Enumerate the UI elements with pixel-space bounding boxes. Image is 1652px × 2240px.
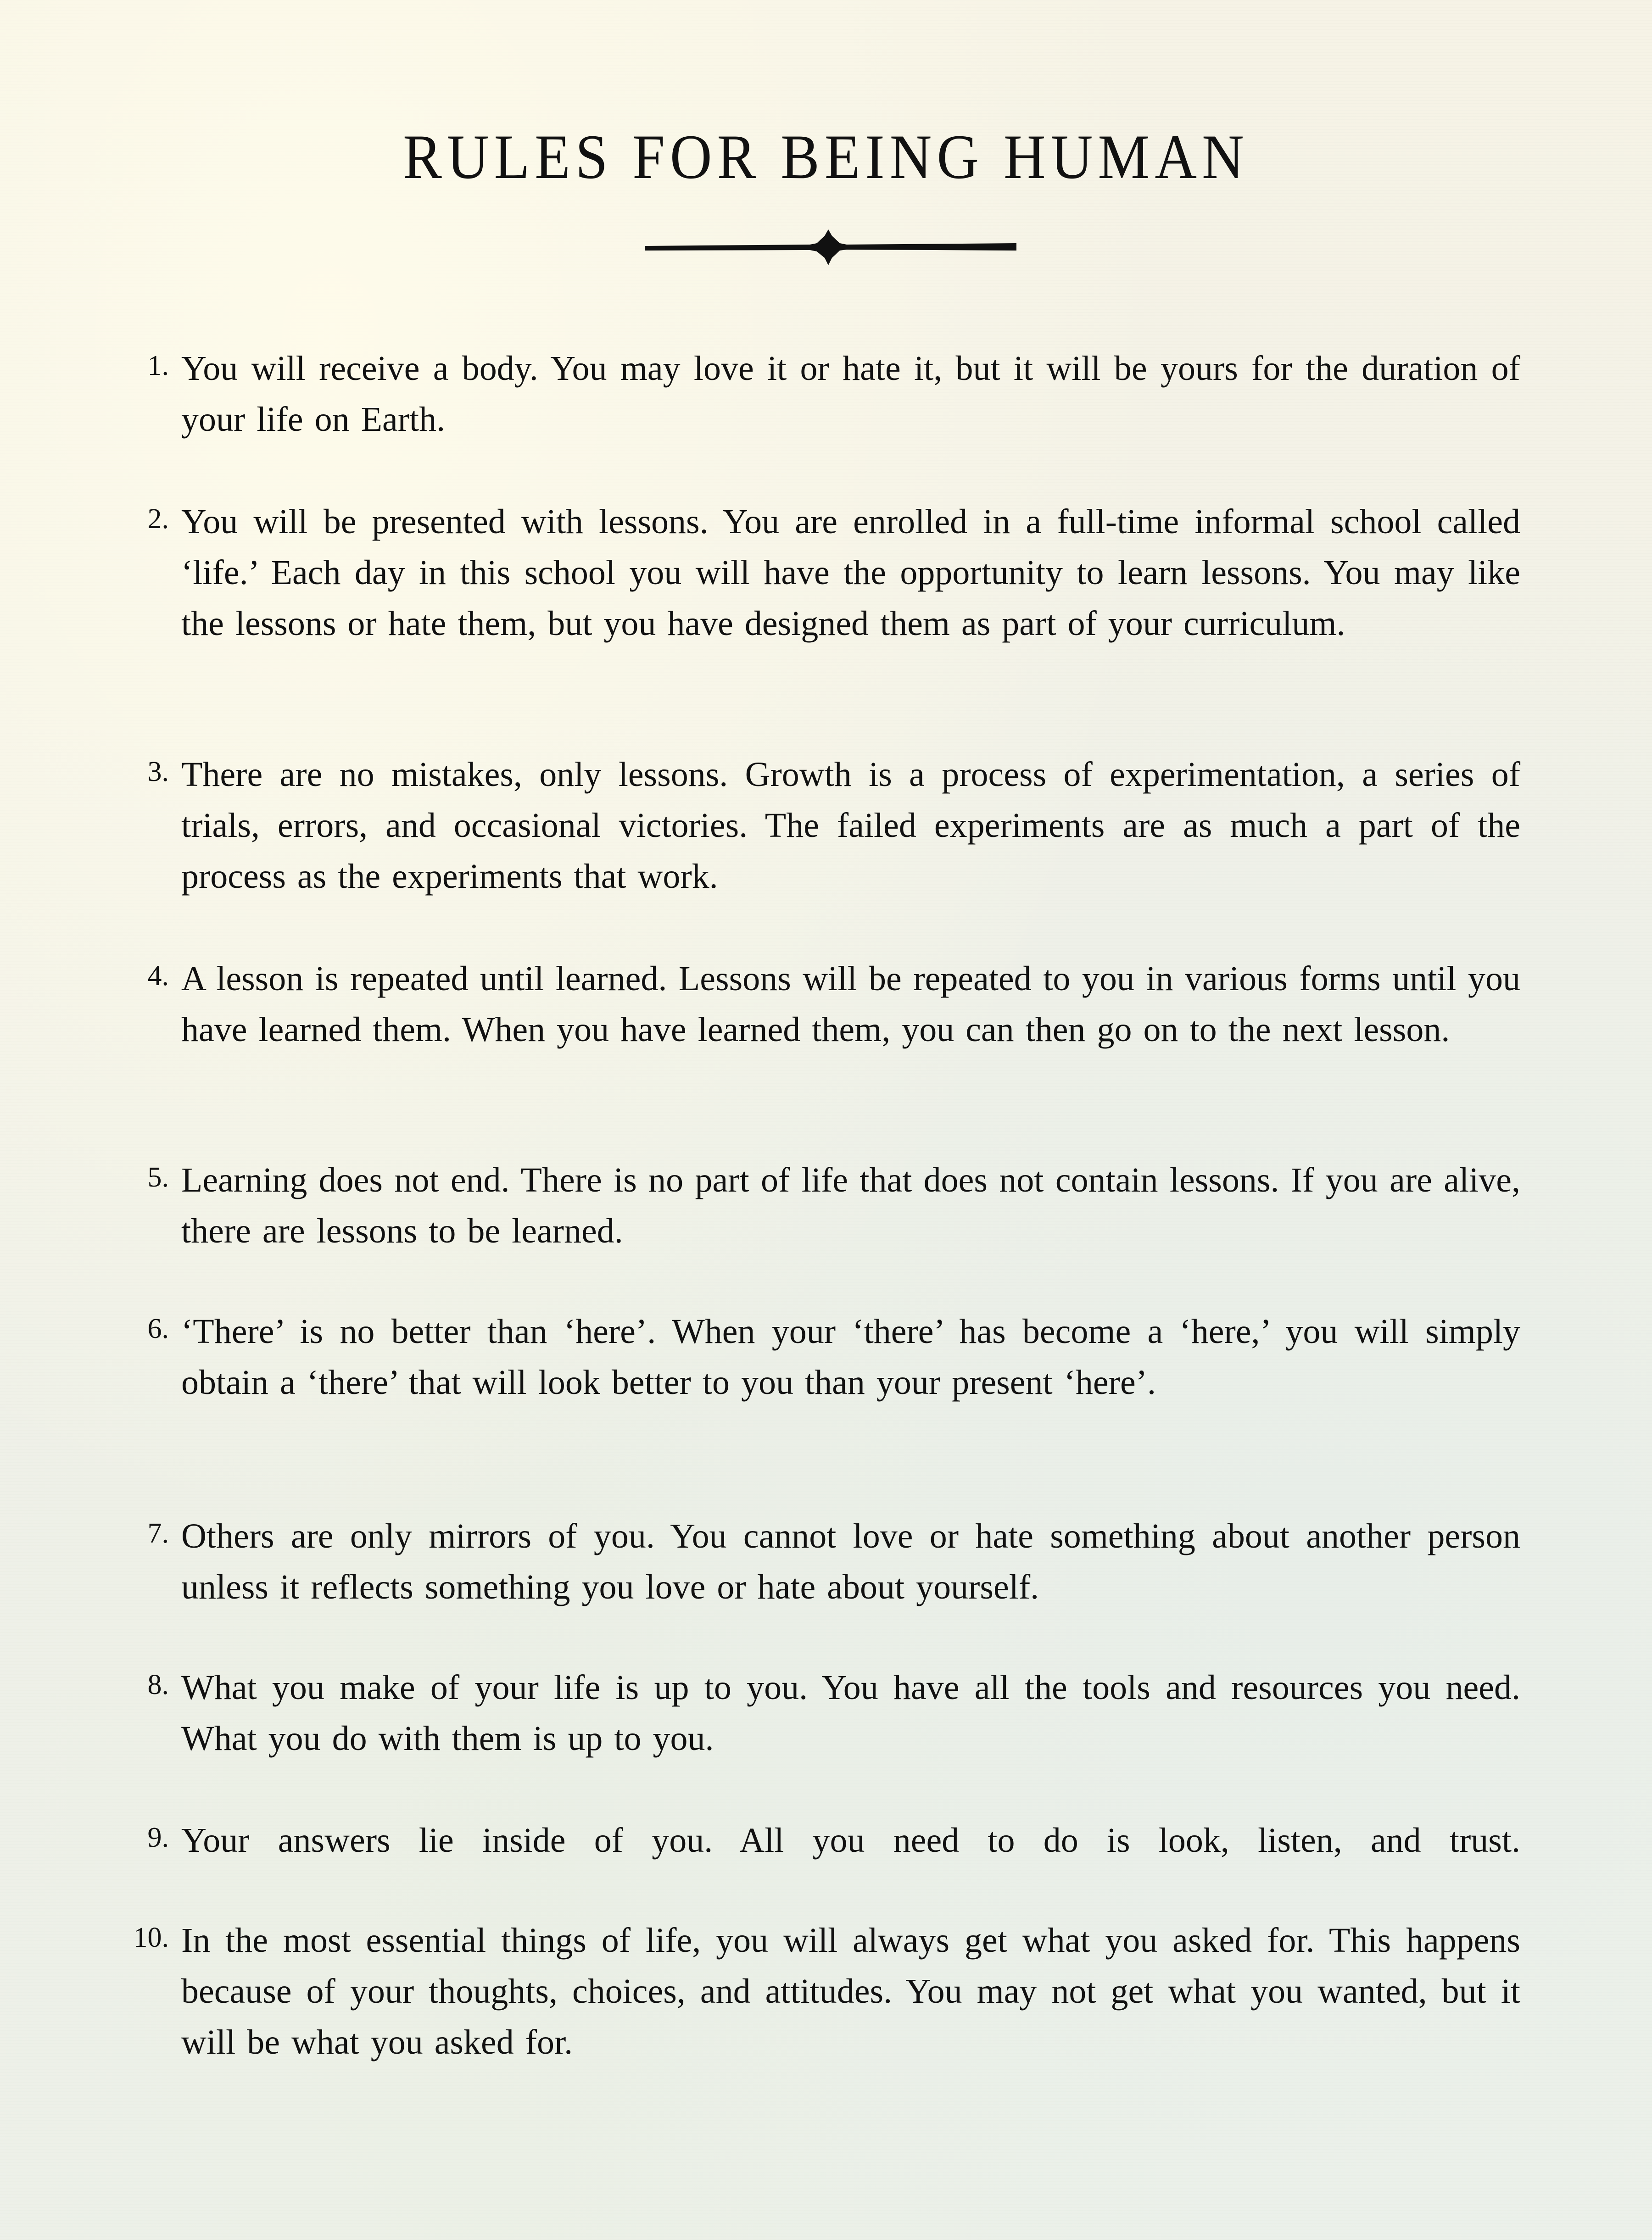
rule-text: A lesson is repeated until learned. Lessons will be repeated to you in various forms until you have learned them. When you have learned them, you can then go on to the next lesson. <box>181 959 1520 1049</box>
rule-text: Learning does not end. There is no part of life that does not contain lessons. If you are alive, there are lessons to be learned. <box>181 1161 1520 1250</box>
rule-text: What you make of your life is up to you. You have all the tools and resources you need. What you do with them is up to you. <box>181 1668 1520 1758</box>
rule-number: 4. <box>147 960 169 992</box>
page-title: RULES FOR BEING HUMAN <box>403 122 1249 192</box>
rule-text: ‘There’ is no better than ‘here’. When your ‘there’ has become a ‘here,’ you will simply obtain a ‘there’ that will look better to you than your present ‘here’. <box>181 1312 1520 1402</box>
rule-number: 1. <box>147 350 169 381</box>
rule-number: 7. <box>147 1518 169 1549</box>
rule-text: You will receive a body. You may love it or hate it, but it will be yours for the duration of your life on Earth. <box>181 349 1520 439</box>
rule-number: 2. <box>147 503 169 535</box>
rule-number: 6. <box>147 1313 169 1344</box>
rule-text: In the most essential things of life, you will always get what you asked for. This happens because of your thoughts, choices, and attitudes. You may not get what you wanted, but it will be what you asked for. <box>181 1921 1520 2062</box>
rule-text: There are no mistakes, only lessons. Growth is a process of experimentation, a series of trials, errors, and occasional victories. The failed experiments are as much a part of the process as the experiments that work. <box>181 755 1520 896</box>
rule-number: 8. <box>147 1669 169 1700</box>
rule-number: 5. <box>147 1162 169 1193</box>
rule-text: Your answers lie inside of you. All you need to do is look, listen, and trust. <box>181 1821 1520 1860</box>
rule-number: 3. <box>147 756 169 787</box>
rule-text: You will be presented with lessons. You are enrolled in a full-time informal school called ‘life.’ Each day in this school you will have the opportunity to learn lessons. You may like the lessons or hate them, but you have designed them as part of your curriculum. <box>181 502 1520 643</box>
rule-number: 10. <box>133 1922 169 1953</box>
divider-ornament <box>645 229 1016 266</box>
rule-text: Others are only mirrors of you. You cannot love or hate something about another person unless it reflects something you love or hate about yourself. <box>181 1517 1520 1606</box>
rule-number: 9. <box>147 1822 169 1853</box>
